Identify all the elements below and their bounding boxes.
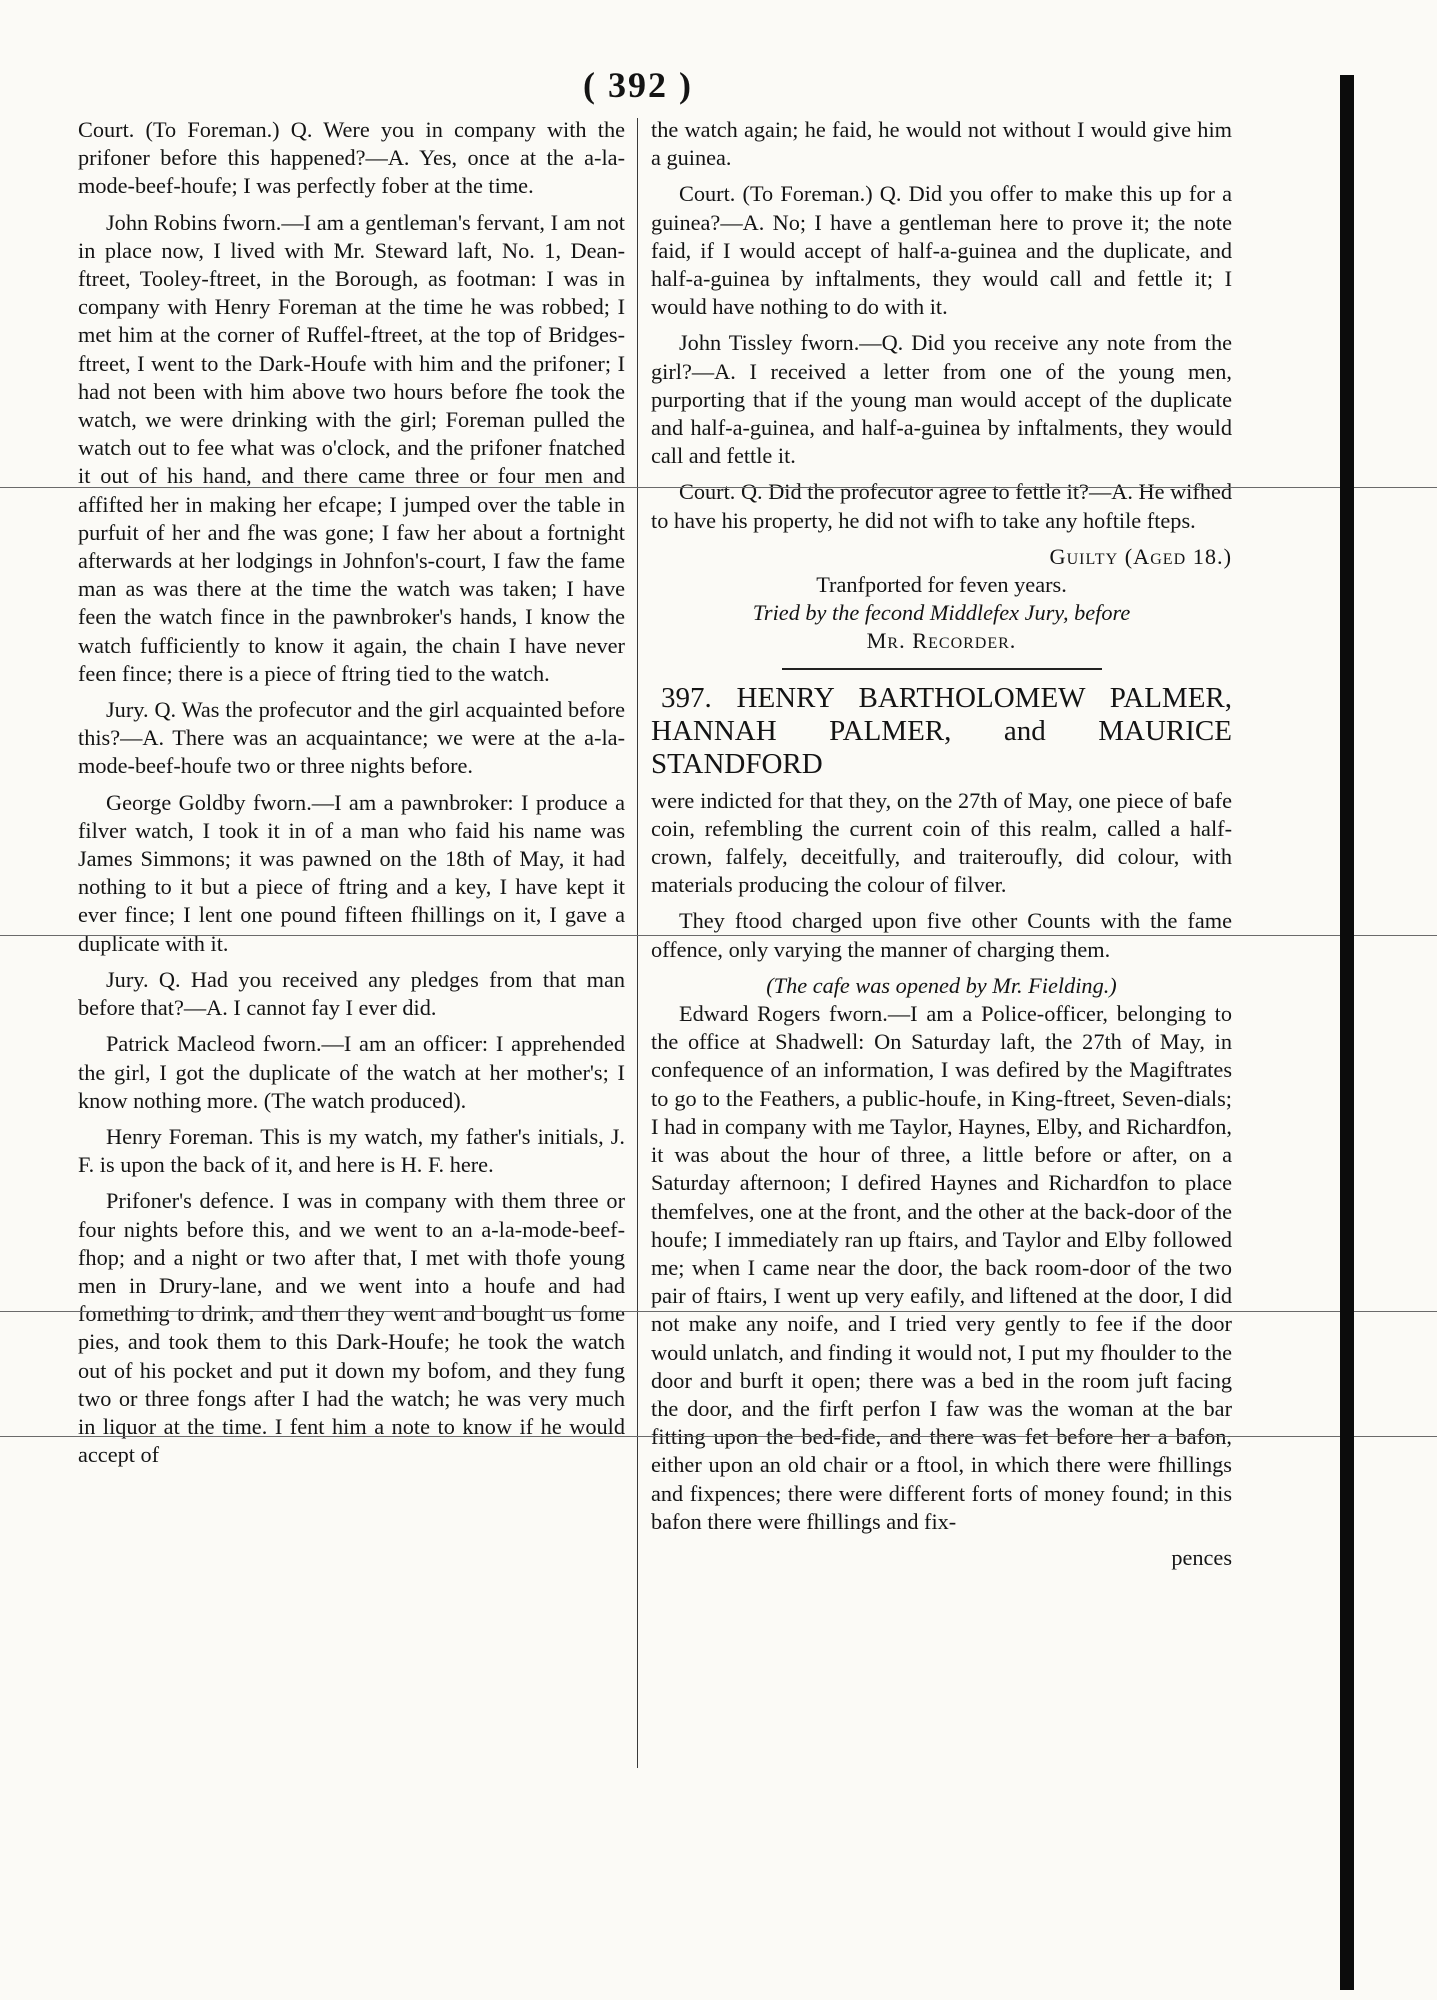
paragraph-henry-foreman-statement: Henry Foreman. This is my watch, my father's initials, J. F. is upon the back of it, and here is H. F. here. (78, 1123, 625, 1178)
scan-line (0, 1436, 1437, 1437)
paragraph-court-question-guinea: Court. (To Foreman.) Q. Did you offer to make this up for a guinea?—A. No; I have a gentleman here to prove it; the note faid, if I would accept of half-a-guinea and the duplicate, and half-a-guinea by inftalments, they would call and fettle it; I would have nothing to do with it. (651, 181, 1232, 320)
paragraph-court-question: Court. (To Foreman.) Q. Were you in company with the prifoner before this happened?—A. Yes, once at the a-la-mode-beef-houfe; I was perfectly fober at the time. (78, 117, 625, 199)
scan-line (0, 487, 1437, 488)
case-opened-note: (The cafe was opened by Mr. Fielding.) (766, 972, 1117, 998)
paragraph-indictment: were indicted for that they, on the 27th of May, one piece of bafe coin, refembling the current coin of this realm, called a half-crown, falfely, deceitfully, and traiteroufly, did colour, with materials producing the colour of filver. (651, 787, 1232, 898)
left-column (78, 116, 625, 1477)
scan-line (0, 1311, 1437, 1312)
sentence: Tranfported for feven years. (816, 572, 1067, 598)
judge-note: Mr. Recorder. (866, 628, 1017, 654)
paragraph-counts: They ftood charged upon five other Counts with the fame offence, only varying the manner of charging them. (651, 908, 1232, 962)
case-separator-rule (782, 668, 1102, 670)
paragraph-jury-question-acquainted: Jury. Q. Was the profecutor and the girl acquainted before this?—A. There was an acquaintance; we were at the a-la-mode-beef-houfe two or three nights before. (78, 697, 625, 779)
paragraph-john-robins-testimony: John Robins fworn.—I am a gentleman's fervant, I am not in place now, I lived with Mr. Steward laft, No. 1, Dean-ftreet, Tooley-ftreet, in the Borough, as footman: I was in company with Henry Foreman at the time he was robbed; I met him at the corner of Ruffel-ftreet, at the top of Bridges-ftreet, I went to the Dark-Houfe with him and the prifoner; I had not been with him above two hours before fhe took the watch, we were drinking with the girl; Foreman pulled the watch out to fee what was o'clock, and the prifoner fnatched it out of his hand, and there came three or four men and affifted her in making her efcape; I jumped over the table in purfuit of her and fhe was gone; I faw her about a fortnight afterwards at her lodgings in Johnfon's-court, I faw the fame man as was there at the time the watch was taken; I have feen the watch fince in the pawnbroker's hands, I know the watch fufficiently to know it again, the chain I have never feen fince; there is a piece of ftring tied to the watch. (78, 209, 625, 686)
paragraph-jury-question-pledges: Jury. Q. Had you received any pledges from that man before that?—A. I cannot fay I ever did. (78, 966, 625, 1021)
catchword: pences (1171, 1544, 1232, 1570)
scan-line (0, 935, 1437, 936)
jury-note: Tried by the fecond Middlefex Jury, before (752, 600, 1131, 626)
paragraph-john-tissley-testimony: John Tissley fworn.—Q. Did you receive any note from the girl?—A. I received a letter from one of the young men, purporting that if the young man would accept of the duplicate and half-a-guinea, and half-a-guinea by inftalments, they would call and fettle it. (651, 330, 1232, 469)
paragraph-george-goldby-testimony: George Goldby fworn.—I am a pawnbroker: I produce a filver watch, I took it in of a man who faid his name was James Simmons; it was pawned on the 18th of May, it had nothing to it but a piece of ftring and a key, I have kept it ever fince; I lent one pound fifteen fhillings on it, I gave a duplicate with it. (78, 789, 625, 956)
paragraph-defence-continued: the watch again; he faid, he would not without I would give him a guinea. (651, 117, 1232, 171)
page-number: ( 392 ) (583, 65, 693, 105)
paragraph-patrick-macleod-testimony: Patrick Macleod fworn.—I am an officer: I apprehended the girl, I got the duplicate of the watch at her mother's; I know nothing more. (The watch produced). (78, 1031, 625, 1113)
binding-edge (1340, 75, 1354, 1990)
verdict: Guilty (Aged 18.) (1049, 543, 1232, 569)
paragraph-court-question-settle: Court. Q. Did the profecutor agree to fettle it?—A. He wifhed to have his property, he did not wifh to take any hoftile fteps. (651, 479, 1232, 533)
paragraph-prisoner-defence: Prifoner's defence. I was in company with them three or four nights before this, and we went to an a-la-mode-beef-fhop; and a night or two after that, I met with thofe young men in Drury-lane, and we went into a houfe and had fomething to drink, and then they went and bought us fome pies, and took them to this Dark-Houfe; he took the watch out of his pocket and put it down my bofom, and they fung two or three fongs after I had the watch; he was very much in liquor at the time. I fent him a note to know if he would accept of (78, 1188, 625, 1468)
column-divider (637, 118, 638, 1768)
paragraph-edward-rogers-testimony: Edward Rogers fworn.—I am a Police-officer, belonging to the office at Shadwell: On Saturday laft, the 27th of May, in confequence of an information, I was defired by the Magiftrates to go to the Feathers, a public-houfe, in King-ftreet, Seven-dials; I had in company with me Taylor, Haynes, Elby, and Richardfon, it was about the hour of three, a little before or after, on a Saturday afternoon; I defired Haynes and Richardfon to place themfelves, one at the front, and the other at the back-door of the houfe; I immediately ran up ftairs, and Taylor and Elby followed me; when I came near the door, the back room-door of the two pair of ftairs, I went up very eafily, and liftened at the door, I did not make any noife, and I tried very gently to fee if the door would unlatch, and finding it would not, I put my fhoulder to the door and burft it open; there was a bed in the room juft facing the door, and the firft perfon I faw was the woman at the bar fitting upon the bed-fide, and there was fet before her a bafon, either upon an old chair or a ftool, in which there were fhillings and fixpences; there were different forts of money found; in this bafon there were fhillings and fix- (651, 1001, 1232, 1534)
right-column (651, 116, 1232, 1572)
case-heading: 397. HENRY BARTHOLOMEW PALMER, HANNAH PALMER, and MAURICE STANDFORD (651, 681, 1232, 780)
